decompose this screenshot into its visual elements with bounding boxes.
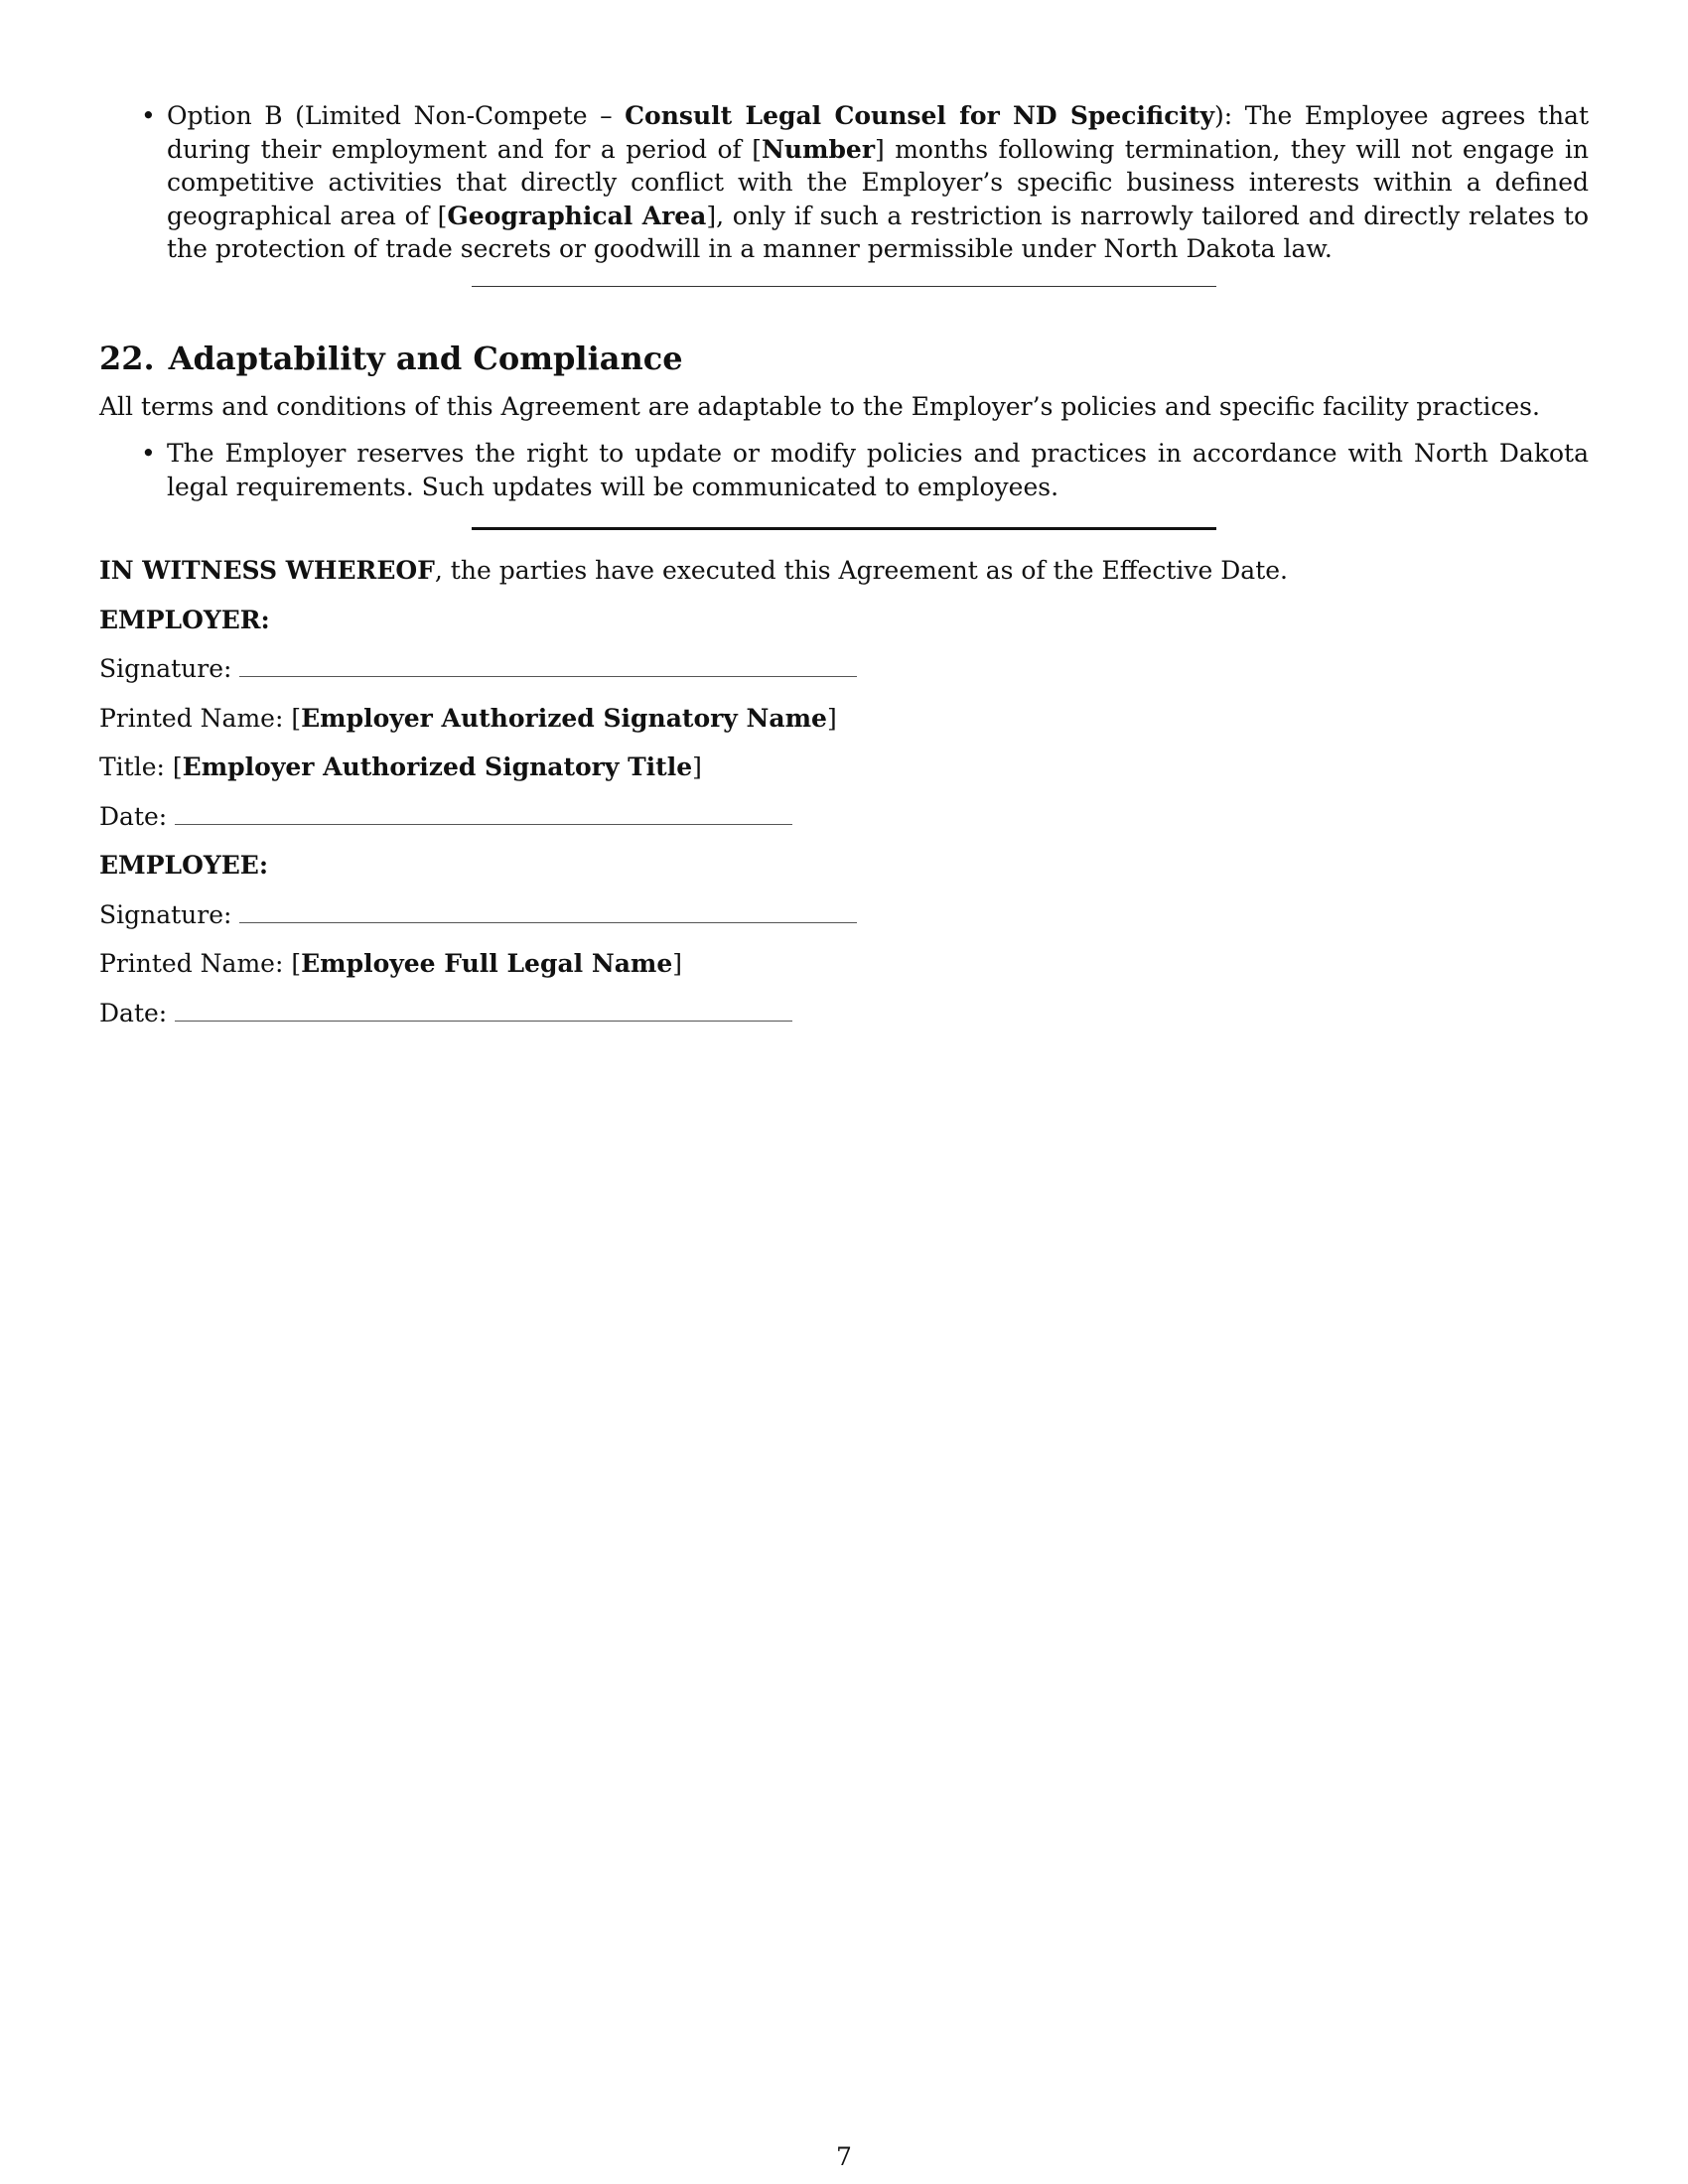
employer-signature-line[interactable]: [239, 654, 857, 677]
employee-signature-label: Signature:: [99, 899, 232, 929]
witness-bold: IN WITNESS WHEREOF: [99, 556, 435, 585]
employer-signature-label: Signature:: [99, 654, 232, 683]
employee-date-label: Date:: [99, 998, 168, 1027]
page-number: 7: [836, 2142, 852, 2171]
employer-date-row: [99, 800, 1589, 834]
section-22-list: [99, 437, 1589, 503]
section-22-bullet: • The Employer reserves the right to update or modify policies and practices in accordance with North Dakota legal requirements. Such updates will be communicated to employees.: [167, 437, 1589, 503]
option-b-text-1: ): The Employee agrees that during their employment and for a period of [: [167, 101, 1589, 164]
employee-date-row: [99, 997, 1589, 1030]
witness-statement: [99, 554, 1589, 588]
option-b-bold-note: Consult Legal Counsel for ND Specificity: [625, 101, 1214, 130]
signature-divider: [472, 527, 1216, 530]
document-page: [99, 99, 1589, 1045]
employer-signature-row: [99, 652, 1589, 686]
number-placeholder: Number: [761, 134, 876, 164]
employer-printed-name-label: Printed Name:: [99, 703, 284, 733]
section-22-intro: All terms and conditions of this Agreement are adaptable to the Employer’s policies and specific facility practices.: [99, 391, 1540, 421]
section-divider: [472, 286, 1216, 287]
employee-date-line[interactable]: [175, 999, 792, 1022]
employee-label: EMPLOYEE:: [99, 851, 269, 880]
option-b-text-2: ] months following termination, they will not engage in competitive activities that directly conflict with the Employer’s specific business interests within a defined geographical area of [: [167, 134, 1590, 230]
section-22-heading: [99, 339, 1589, 378]
employee-printed-name-row: Printed Name: [Employee Full Legal Name]: [99, 949, 683, 978]
employer-title-value: Employer Authorized Signatory Title: [182, 752, 693, 781]
option-b-item: [167, 99, 1589, 266]
option-b-text-3: ], only if such a restriction is narrowly tailored and directly relates to the protection of trade secrets or goodwill in a manner permissible under North Dakota law.: [167, 201, 1589, 263]
employer-label: EMPLOYER:: [99, 605, 270, 634]
employee-signature-row: [99, 898, 1589, 932]
employer-printed-name-row: Printed Name: [Employer Authorized Signatory Name]: [99, 703, 837, 733]
option-list: [99, 99, 1589, 266]
section-title: Adaptability and Compliance: [168, 339, 683, 377]
employee-signature-line[interactable]: [239, 900, 857, 923]
section-number: 22.: [99, 339, 155, 377]
geographical-area-placeholder: Geographical Area: [447, 201, 707, 230]
witness-rest: , the parties have executed this Agreement as of the Effective Date.: [434, 556, 1289, 585]
employer-title-label: Title:: [99, 752, 165, 781]
employer-printed-name-value: Employer Authorized Signatory Name: [301, 703, 827, 733]
employer-date-label: Date:: [99, 801, 168, 831]
employee-printed-name-label: Printed Name:: [99, 949, 284, 978]
option-b-prefix: Option B (Limited Non-Compete –: [167, 101, 626, 130]
employer-date-line[interactable]: [175, 802, 792, 825]
employee-printed-name-value: Employee Full Legal Name: [301, 949, 673, 978]
employer-title-row: Title: [Employer Authorized Signatory Title]: [99, 752, 702, 781]
